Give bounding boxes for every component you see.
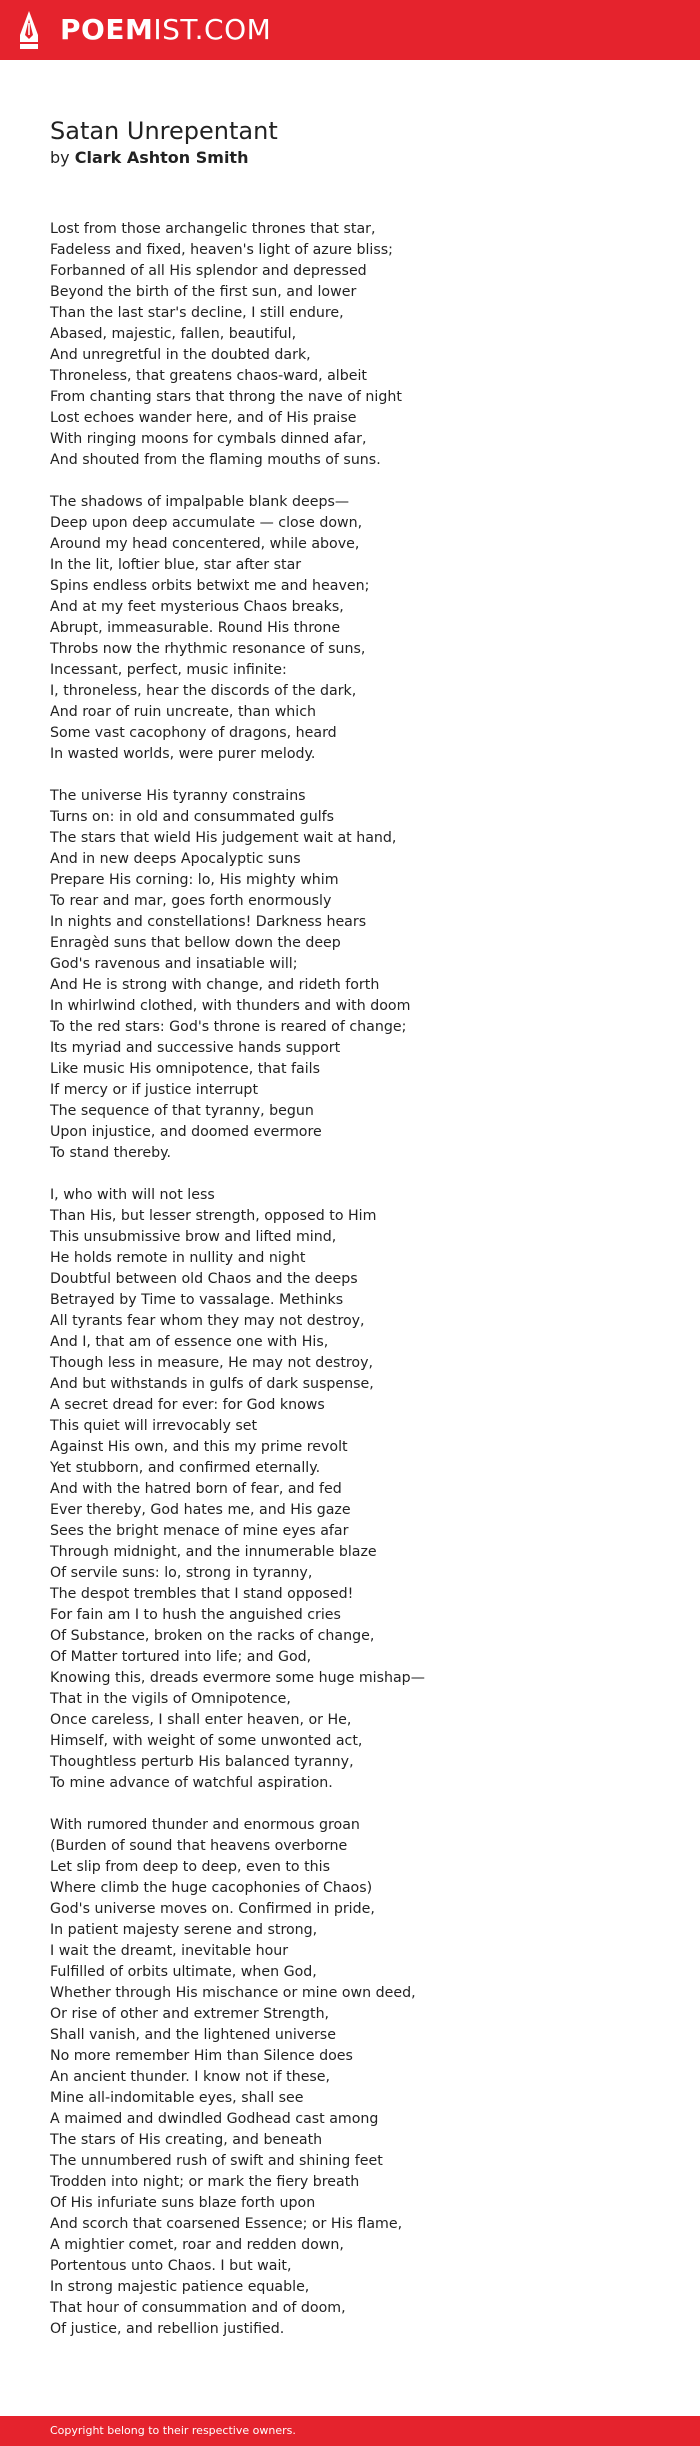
- poem-line: In patient majesty serene and strong,: [50, 1922, 318, 1938]
- poem-line: Abrupt, immeasurable. Round His throne: [50, 620, 341, 636]
- poem-line: From chanting stars that throng the nave of night: [50, 389, 402, 405]
- poem-stanza: [50, 1815, 650, 2340]
- poem-stanza: [50, 1185, 650, 1794]
- poem-line: Of justice, and rebellion justified.: [50, 2321, 285, 2337]
- poem-line: Prepare His corning: lo, His mighty whim: [50, 872, 339, 888]
- poem-title: Satan Unrepentant: [50, 117, 278, 145]
- poem-line: Throneless, that greatens chaos-ward, albeit: [50, 368, 367, 384]
- poem-line: Shall vanish, and the lightened universe: [50, 2027, 336, 2043]
- poem-line: Whether through His mischance or mine own deed,: [50, 1985, 416, 2001]
- poem-line: A mightier comet, roar and redden down,: [50, 2237, 344, 2253]
- brand-bold: POEM: [60, 13, 154, 46]
- by-label: by: [50, 148, 70, 167]
- poem-line: Betrayed by Time to vassalage. Methinks: [50, 1292, 344, 1308]
- poem-line: And unregretful in the doubted dark,: [50, 347, 311, 363]
- poem-line: Enragèd suns that bellow down the deep: [50, 935, 341, 951]
- poem-line: Though less in measure, He may not destroy,: [50, 1355, 374, 1371]
- poem-line: (Burden of sound that heavens overborne: [50, 1838, 348, 1854]
- poem-line: That hour of consummation and of doom,: [50, 2300, 346, 2316]
- poem-line: Of servile suns: lo, strong in tyranny,: [50, 1565, 313, 1581]
- poem-line: For fain am I to hush the anguished cries: [50, 1607, 341, 1623]
- poem-line: An ancient thunder. I know not if these,: [50, 2069, 331, 2085]
- poem-line: Of Matter tortured into life; and God,: [50, 1649, 312, 1665]
- poem-line: If mercy or if justice interrupt: [50, 1082, 259, 1098]
- poem-author[interactable]: Clark Ashton Smith: [74, 148, 249, 167]
- poem-line: Himself, with weight of some unwonted act,: [50, 1733, 363, 1749]
- poem-line: And shouted from the flaming mouths of suns.: [50, 452, 381, 468]
- poem-line: Thoughtless perturb His balanced tyranny,: [50, 1754, 354, 1770]
- brand-light: IST.COM: [153, 13, 272, 46]
- poem-line: Ever thereby, God hates me, and His gaze: [50, 1502, 351, 1518]
- poem-body: [50, 219, 650, 2361]
- poem-line: He holds remote in nullity and night: [50, 1250, 306, 1266]
- poem-line: Once careless, I shall enter heaven, or He,: [50, 1712, 352, 1728]
- poem-line: With rumored thunder and enormous groan: [50, 1817, 360, 1833]
- poem-line: That in the vigils of Omnipotence,: [50, 1691, 291, 1707]
- poem-line: Portentous unto Chaos. I but wait,: [50, 2258, 292, 2274]
- poem-line: Knowing this, dreads evermore some huge mishap—: [50, 1670, 425, 1686]
- poem-line: Lost echoes wander here, and of His praise: [50, 410, 357, 426]
- poem-line: Against His own, and this my prime revolt: [50, 1439, 348, 1455]
- poem-stanza: [50, 219, 650, 471]
- poem-line: And roar of ruin uncreate, than which: [50, 704, 317, 720]
- site-footer: [0, 2416, 700, 2446]
- poem-line: The stars that wield His judgement wait at hand,: [50, 830, 397, 846]
- poem-line: Doubtful between old Chaos and the deeps: [50, 1271, 358, 1287]
- poem-line: Spins endless orbits betwixt me and heaven;: [50, 578, 370, 594]
- poem-line: A maimed and dwindled Godhead cast among: [50, 2111, 379, 2127]
- poem-line: Like music His omnipotence, that fails: [50, 1061, 320, 1077]
- poem-line: Fadeless and fixed, heaven's light of azure bliss;: [50, 242, 393, 258]
- poem-line: I, throneless, hear the discords of the dark,: [50, 683, 357, 699]
- poem-line: Than His, but lesser strength, opposed to Him: [50, 1208, 377, 1224]
- poem-line: Abased, majestic, fallen, beautiful,: [50, 326, 297, 342]
- pen-nib-icon[interactable]: [18, 9, 40, 51]
- poem-line: I, who with will not less: [50, 1187, 215, 1203]
- poem-line: Beyond the birth of the first sun, and lower: [50, 284, 357, 300]
- poem-line: Around my head concentered, while above,: [50, 536, 360, 552]
- poem-line: The universe His tyranny constrains: [50, 788, 306, 804]
- copyright-text: Copyright belong to their respective owners.: [50, 2424, 296, 2437]
- poem-line: Mine all-indomitable eyes, shall see: [50, 2090, 304, 2106]
- poem-line: And with the hatred born of fear, and fed: [50, 1481, 342, 1497]
- poem-line: Throbs now the rhythmic resonance of suns,: [50, 641, 366, 657]
- poem-line: Of Substance, broken on the racks of change,: [50, 1628, 375, 1644]
- poem-stanza: [50, 492, 650, 765]
- poem-line: Let slip from deep to deep, even to this: [50, 1859, 330, 1875]
- site-header: [0, 0, 700, 60]
- poem-line: No more remember Him than Silence does: [50, 2048, 353, 2064]
- poem-line: In wasted worlds, were purer melody.: [50, 746, 316, 762]
- poem-line: To mine advance of watchful aspiration.: [50, 1775, 333, 1791]
- site-logo-text[interactable]: [60, 13, 271, 47]
- poem-line: Incessant, perfect, music infinite:: [50, 662, 287, 678]
- poem-line: Through midnight, and the innumerable blaze: [50, 1544, 377, 1560]
- poem-line: In strong majestic patience equable,: [50, 2279, 310, 2295]
- poem-line: God's ravenous and insatiable will;: [50, 956, 298, 972]
- poem-line: Than the last star's decline, I still endure,: [50, 305, 344, 321]
- poem-line: Of His infuriate suns blaze forth upon: [50, 2195, 316, 2211]
- poem-line: In nights and constellations! Darkness hears: [50, 914, 367, 930]
- poem-line: Sees the bright menace of mine eyes afar: [50, 1523, 349, 1539]
- poem-line: To rear and mar, goes forth enormously: [50, 893, 332, 909]
- poem-line: I wait the dreamt, inevitable hour: [50, 1943, 289, 1959]
- poem-line: Lost from those archangelic thrones that star,: [50, 221, 376, 237]
- poem-line: With ringing moons for cymbals dinned afar,: [50, 431, 367, 447]
- poem-line: Trodden into night; or mark the fiery breath: [50, 2174, 360, 2190]
- poem-line: Turns on: in old and consummated gulfs: [50, 809, 335, 825]
- poem-line: God's universe moves on. Confirmed in pride,: [50, 1901, 375, 1917]
- poem-line: Where climb the huge cacophonies of Chaos): [50, 1880, 373, 1896]
- poem-line: The shadows of impalpable blank deeps—: [50, 494, 350, 510]
- poem-line: The stars of His creating, and beneath: [50, 2132, 323, 2148]
- poem-line: To the red stars: God's throne is reared of change;: [50, 1019, 407, 1035]
- poem-line: And He is strong with change, and rideth forth: [50, 977, 380, 993]
- poem-line: This quiet will irrevocably set: [50, 1418, 258, 1434]
- poem-line: This unsubmissive brow and lifted mind,: [50, 1229, 337, 1245]
- poem-byline: [50, 147, 248, 169]
- poem-line: And but withstands in gulfs of dark suspense,: [50, 1376, 374, 1392]
- poem-line: In the lit, loftier blue, star after star: [50, 557, 302, 573]
- poem-line: Fulfilled of orbits ultimate, when God,: [50, 1964, 317, 1980]
- poem-line: Or rise of other and extremer Strength,: [50, 2006, 330, 2022]
- poem-line: Its myriad and successive hands support: [50, 1040, 341, 1056]
- poem-line: Some vast cacophony of dragons, heard: [50, 725, 337, 741]
- poem-line: The despot trembles that I stand opposed!: [50, 1586, 354, 1602]
- poem-line: Yet stubborn, and confirmed eternally.: [50, 1460, 321, 1476]
- poem-line: Deep upon deep accumulate — close down,: [50, 515, 363, 531]
- poem-stanza: [50, 786, 650, 1164]
- poem-line: And I, that am of essence one with His,: [50, 1334, 329, 1350]
- poem-line: And in new deeps Apocalyptic suns: [50, 851, 301, 867]
- poem-line: And scorch that coarsened Essence; or His flame,: [50, 2216, 403, 2232]
- poem-line: The sequence of that tyranny, begun: [50, 1103, 314, 1119]
- poem-line: To stand thereby.: [50, 1145, 172, 1161]
- poem-line: Forbanned of all His splendor and depressed: [50, 263, 367, 279]
- poem-line: In whirlwind clothed, with thunders and with doom: [50, 998, 411, 1014]
- poem-line: And at my feet mysterious Chaos breaks,: [50, 599, 344, 615]
- poem-line: A secret dread for ever: for God knows: [50, 1397, 325, 1413]
- poem-line: Upon injustice, and doomed evermore: [50, 1124, 322, 1140]
- poem-line: The unnumbered rush of swift and shining feet: [50, 2153, 383, 2169]
- poem-line: All tyrants fear whom they may not destroy,: [50, 1313, 365, 1329]
